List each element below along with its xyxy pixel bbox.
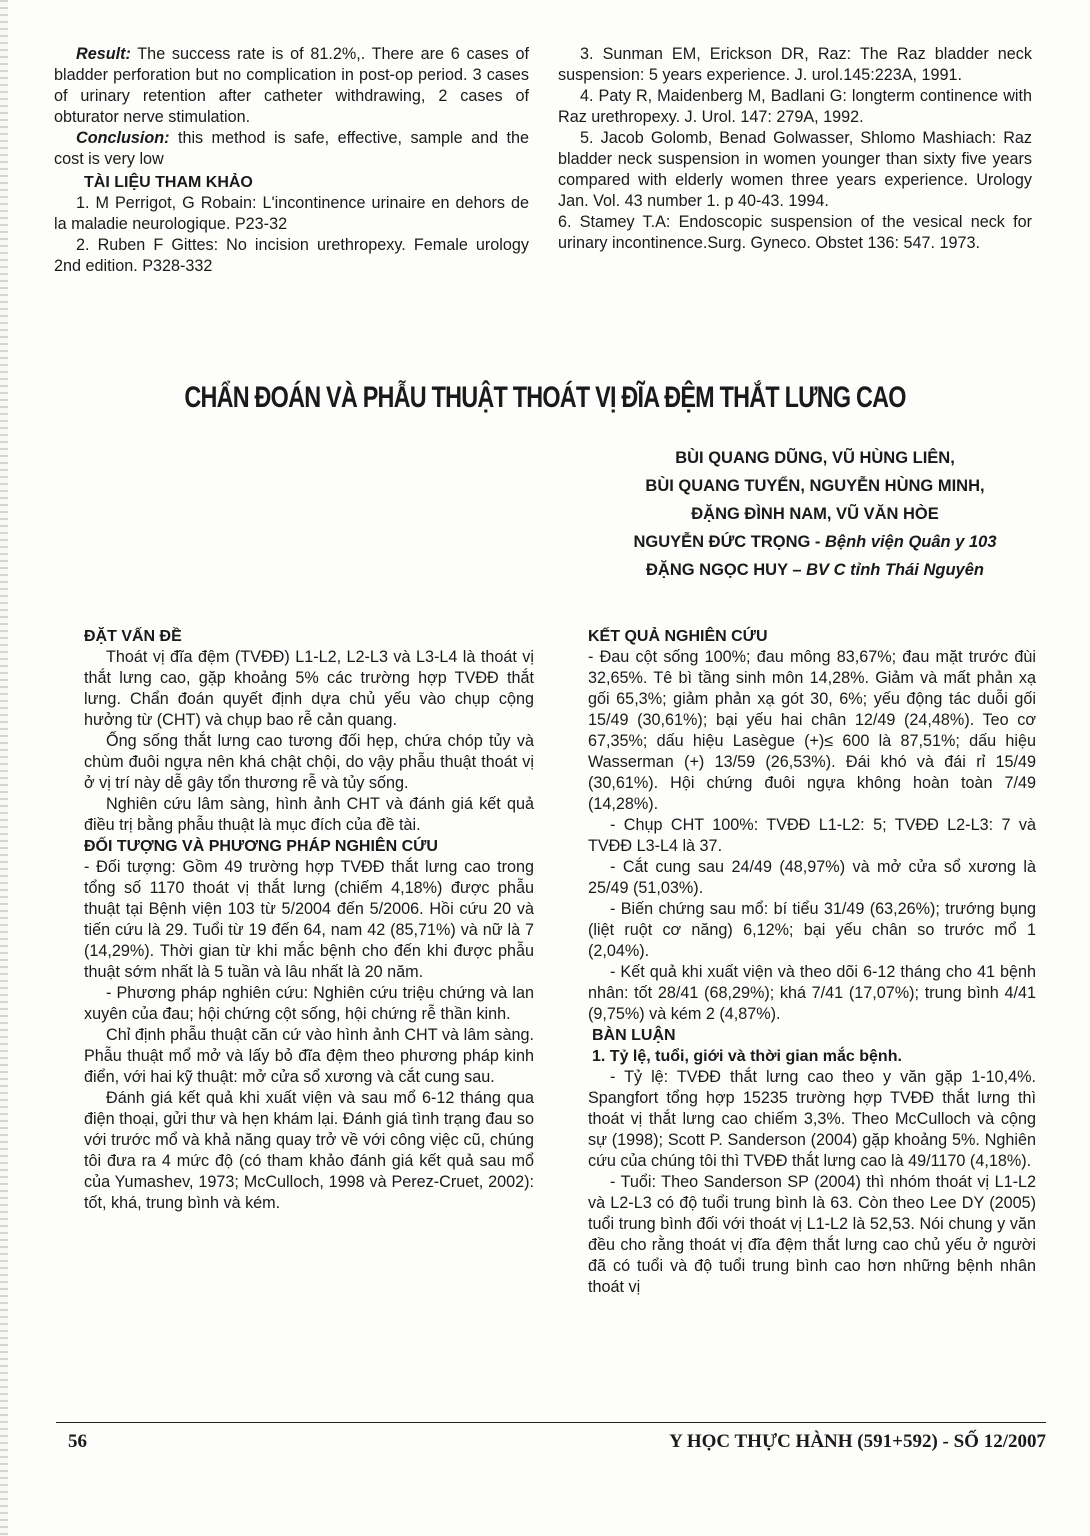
paragraph: - Đối tượng: Gồm 49 trường hợp TVĐĐ thắt lưng cao trong tổng số 1170 thoát vị thắt lưng (chiếm 4,18%) được phẫu thuật tại Bệnh viện 103 từ 5/2004 đến 5/2006. Hồi cứu 20 và tiến cứu là 29. Tuổi từ 19 đến 64, nam 42 (85,71%) và nữ là 7 (14,29%). Thời gian từ khi mắc bệnh cho đến khi được phẫu thuật sớm nhất là 5 tuần và lâu nhất là 20 năm. [84, 858, 534, 981]
section-heading: ĐẶT VẤN ĐỀ [84, 628, 182, 645]
scan-edge [0, 0, 8, 1536]
page-footer [56, 1422, 1046, 1463]
author-name: ĐẶNG NGỌC HUY – [646, 561, 807, 579]
abstract-continuation [54, 44, 529, 277]
paragraph: - Chụp CHT 100%: TVĐĐ L1-L2: 5; TVĐĐ L2-L3: 7 và TVĐĐ L3-L4 là 37. [588, 816, 1036, 855]
article-title: CHẨN ĐOÁN VÀ PHẪU THUẬT THOÁT VỊ ĐĨA ĐỆM THẮT LƯNG CAO [184, 381, 906, 414]
section-heading: ĐỐI TƯỢNG VÀ PHƯƠNG PHÁP NGHIÊN CỨU [84, 838, 438, 855]
body-column-left [84, 626, 534, 1214]
paragraph: - Tuổi: Theo Sanderson SP (2004) thì nhóm thoát vị L1-L2 và L2-L3 có độ tuổi trung bình là 63. Còn theo Lee DY (2005) tuổi trung bình đối với thoát vị L1-L2 là 52,53. Nói chung y văn đều cho rằng thoát vị đĩa đệm thắt lưng cao chủ yếu ở người đã có tuổi và độ tuổi trung bình cao hơn những bệnh nhân thoát vị [588, 1173, 1036, 1296]
author-block [560, 444, 1030, 584]
paragraph: Chỉ định phẫu thuật căn cứ vào hình ảnh CHT và lâm sàng. Phẫu thuật mổ mở và lấy bỏ đĩa đệm theo phương pháp kinh điển, với hai kỹ thuật: mở cửa sổ xương và cắt cung sau. [84, 1026, 534, 1086]
author-line: BÙI QUANG DŨNG, VŨ HÙNG LIÊN, [675, 449, 955, 467]
reference-item: 2. Ruben F Gittes: No incision urethropexy. Female urology 2nd edition. P328-332 [54, 236, 529, 275]
paragraph: - Biến chứng sau mổ: bí tiểu 31/49 (63,26%); trướng bụng (liệt ruột cơ năng) 6,12%; bại yếu chân so trước mổ 1 (2,04%). [588, 900, 1036, 960]
conclusion-label: Conclusion: [76, 129, 170, 147]
author-line [560, 556, 1030, 584]
author-line: BÙI QUANG TUYỂN, NGUYỄN HÙNG MINH, [645, 477, 985, 495]
journal-name: Y HỌC THỰC HÀNH (591+592) - SỐ 12/2007 [669, 1431, 1046, 1452]
result-text: The success rate is of 81.2%,. There are 6 cases of bladder perforation but no complication in post-op period. 3 cases of urinary retention after catheter withdrawing, 2 cases of obturator nerve stimulation. [54, 45, 529, 126]
paragraph: - Phương pháp nghiên cứu: Nghiên cứu triệu chứng và lan xuyên của đau; hội chứng cột sống, hội chứng rễ thần kinh. [84, 984, 534, 1023]
reference-item: 5. Jacob Golomb, Benad Golwasser, Shlomo Mashiach: Raz bladder neck suspension in women younger than sixty five years compared with elderly women three years experience. Urology Jan. Vol. 43 number 1. p 40-43. 1994. [558, 129, 1032, 210]
body-column-right [588, 626, 1036, 1298]
section-heading: KẾT QUẢ NGHIÊN CỨU [588, 628, 768, 645]
paragraph: Đánh giá kết quả khi xuất viện và sau mổ 6-12 tháng qua điện thoại, gửi thư và hẹn khám lại. Đánh giá tình trạng đau so với trước mổ và khả năng quay trở về với công việc cũ, chúng tôi đưa ra 4 mức độ (có tham khảo đánh giá kết quả sau mổ của Yumashev, 1973; McCulloch, 1998 và Perez-Cruet, 2002): tốt, khá, trung bình và kém. [84, 1089, 534, 1212]
author-line [560, 528, 1030, 556]
page-number: 56 [68, 1431, 87, 1452]
affiliation: Bệnh viện Quân y 103 [825, 533, 997, 551]
reference-item: 4. Paty R, Maidenberg M, Badlani G: longterm continence with Raz urethropexy. J. Urol. 147: 279A, 1992. [558, 87, 1032, 126]
paragraph: - Tỷ lệ: TVĐĐ thắt lưng cao theo y văn gặp 1-10,4%. Spangfort tổng hợp 15235 trường hợp TVĐĐ thắt lưng thì thoát vị thắt lưng cao chiếm 3,3%. Theo McCulloch và cộng sự (1998); Scott P. Sanderson (2004) gặp khoảng 5%. Nghiên cứu của chúng tôi thì TVĐĐ thắt lưng cao là 49/1170 (4,18%). [588, 1068, 1036, 1170]
paragraph: - Kết quả khi xuất viện và theo dõi 6-12 tháng cho 41 bệnh nhân: tốt 28/41 (68,29%); khá 7/41 (17,07%); trung bình 4/41 (9,75%) và kém 2 (4,87%). [588, 963, 1036, 1023]
reference-item: 1. M Perrigot, G Robain: L'incontinence urinaire en dehors de la maladie neurologique. P23-32 [54, 194, 529, 233]
paragraph: - Đau cột sống 100%; đau mông 83,67%; đau mặt trước đùi 32,65%. Tê bì tầng sinh môn 14,28%. Giảm và mất phản xạ gối 65,3%; giảm phản xạ gót 30, 6%; yếu động tác duỗi gối 15/49 (30,61%); bại yếu hai chân 12/49 (24,48%). Teo cơ 67,35%; dấu hiệu Lasègue (+)≤ 600 là 87,51%; dấu hiệu Wasserman (+) 13/59 (26,53%). Đái khó và đái rỉ 15/49 (30,61%). Hội chứng đuôi ngựa không hoàn toàn 7/49 (14,28%). [588, 648, 1036, 813]
references-heading: TÀI LIỆU THAM KHẢO [84, 174, 253, 191]
section-heading: BÀN LUẬN [592, 1027, 676, 1044]
subsection-heading: 1. Tỷ lệ, tuổi, giới và thời gian mắc bệnh. [592, 1048, 902, 1065]
references-continuation [558, 44, 1032, 254]
author-line: ĐẶNG ĐÌNH NAM, VŨ VĂN HÒE [691, 505, 939, 523]
affiliation: BV C tỉnh Thái Nguyên [806, 561, 984, 579]
author-name: NGUYỄN ĐỨC TRỌNG - [633, 533, 826, 551]
paragraph: Nghiên cứu lâm sàng, hình ảnh CHT và đánh giá kết quả điều trị bằng phẫu thuật là mục đích của đề tài. [84, 795, 534, 834]
paragraph: Thoát vị đĩa đệm (TVĐĐ) L1-L2, L2-L3 và L3-L4 là thoát vị thắt lưng cao, gặp khoảng 5% các trường hợp TVĐĐ thắt lưng. Chẩn đoán quyết định dựa chủ yếu vào chụp cộng hưởng từ (CHT) và chụp bao rễ cản quang. [84, 648, 534, 729]
result-label: Result: [76, 45, 131, 63]
reference-item: 3. Sunman EM, Erickson DR, Raz: The Raz bladder neck suspension: 5 years experience. J. urol.145:223A, 1991. [558, 45, 1032, 84]
paragraph: Ống sống thắt lưng cao tương đối hẹp, chứa chóp tủy và chùm đuôi ngựa nên khá chật chội, do vậy phẫu thuật thoát vị ở vị trí này dễ gây tổn thương rễ và tủy sống. [84, 732, 534, 792]
conclusion-text: this method is safe, effective, sample and the cost is very low [54, 129, 529, 168]
reference-item: 6. Stamey T.A: Endoscopic suspension of the vesical neck for urinary incontinence.Surg. Gyneco. Obstet 136: 547. 1973. [558, 213, 1032, 252]
paragraph: - Cắt cung sau 24/49 (48,97%) và mở cửa sổ xương là 25/49 (51,03%). [588, 858, 1036, 897]
